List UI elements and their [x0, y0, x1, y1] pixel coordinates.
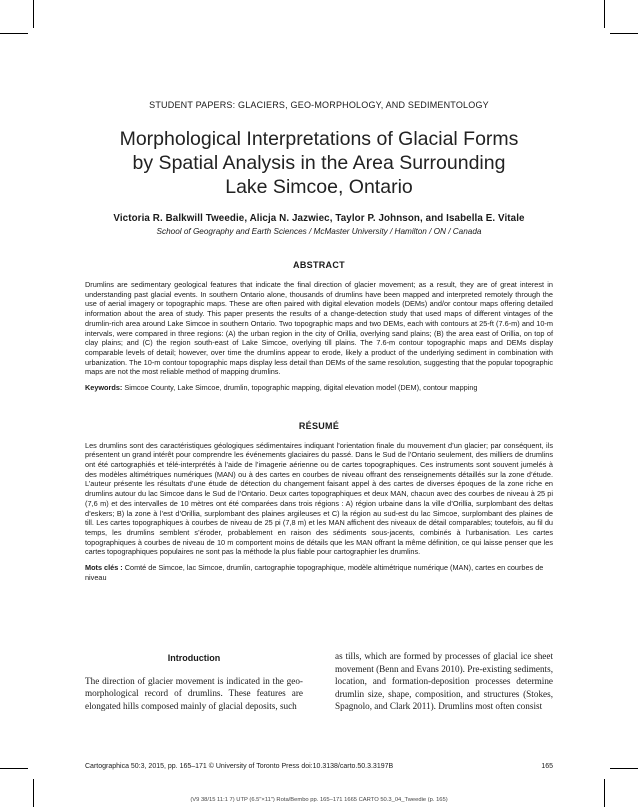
title-line: Morphological Interpretations of Glacial Forms: [119, 128, 519, 150]
crop-mark: [33, 0, 34, 28]
introduction-heading: Introduction: [167, 653, 221, 663]
body-columns: [85, 650, 553, 713]
resume-text: Les drumlins sont des caractéristiques géologiques sédimentaires indiquant l’orientation finale du mouvement d’un glacier; par conséquent, ils présentent un grand intérêt pour comprendre les événements glaciaires du passé. Dans le Sud de l’Ontario seulement, des milliers de drumlins ont été cartographiés et télé-interprétés à l’aide de l’imagerie aérienne ou de cartes topographiques. Ces instruments sont souvent jumelés à des modèles altimétriques numériques (MAN) ou à des cartes en courbes de niveau offrant des renseignements détaillés sur la zone d’étude. L’auteur présente les résultats d’une étude de détection du changement faisant appel à des cartes de diverses époques de la zone riche en drumlins autour du lac Simcoe dans le Sud de l’Ontario. Deux cartes topographiques et deux MAN, chacun avec des courbes de niveau à 25 pi (7,6 m) et des intervalles de 10 mètres ont été comparées dans trois régions : A) région urbaine dans la ville d’Orillia, surplombant des deltas d’eskers; B) la zone à l’est d’Orillia, surplombant des plaines argileuses et C) la région au sud-est du lac Simcoe, surplombant des plaines de till. Les cartes topographiques à courbes de niveau de 25 pi (7,8 m) et les MAN affichent des niveaux de détail comparables; toutefois, au fil du temps, les drumlins semblent s’éroder, probablement en raison des sédiments sous-jacents, combinés à l’urbanisation. Les cartes topographiques à courbes de niveau de 10 m comportent moins de détails que les MAN offrant la même définition, ce qui laisse penser que les cartes topographiques populaires ne sont pas la méthode la plus fiable pour cartographier les drumlins.: [85, 440, 553, 557]
keywords-text: Simcoe County, Lake Simcoe, drumlin, topographic mapping, digital elevation model (DEM), contour mapping: [124, 383, 478, 393]
crop-mark: [610, 768, 638, 769]
crop-mark: [0, 768, 28, 769]
article-front-matter: [85, 95, 553, 582]
citation-line: Cartographica 50:3, 2015, pp. 165–171 © University of Toronto Press doi:10.3138/carto.50.3.3197B: [85, 763, 394, 770]
author-list: Victoria R. Balkwill Tweedie, Alicja N. Jazwiec, Taylor P. Johnson, and Isabella E. Vitale: [113, 213, 525, 224]
abstract-heading: ABSTRACT: [293, 260, 345, 270]
article-title: [95, 127, 543, 199]
author-affiliation: School of Geography and Earth Sciences / McMaster University / Hamilton / ON / Canada: [156, 227, 482, 236]
resume-heading: RÉSUMÉ: [298, 420, 340, 431]
right-column: [335, 650, 553, 713]
crop-mark: [0, 33, 28, 34]
printer-slug-line: (V9 38/15 11:1 7) UTP (6.5"×11") Rota/Bembo pp. 165–171 1665 CARTO 50.3_04_Tweedie (p. 165): [190, 797, 448, 803]
title-line: Lake Simcoe, Ontario: [225, 176, 413, 198]
abstract-keywords: [85, 383, 553, 393]
introduction-right-text: as tills, which are formed by processes of glacial ice sheet movement (Benn and Evans 2010). Pre-existing sediments, location, and formation-deposition processes determine drumlin size, shape, composition, and structures (Stokes, Spagnolo, and Clark 2011). Drumlins most often consist: [335, 651, 553, 712]
title-line: by Spatial Analysis in the Area Surrounding: [132, 152, 506, 174]
left-column: [85, 650, 303, 713]
crop-mark: [610, 33, 638, 34]
page-footer: [85, 763, 553, 770]
page-number: 165: [541, 763, 553, 770]
introduction-left-text: The direction of glacier movement is indicated in the geo-morphological record of drumlins. These features are elongated hills composed mainly of glacial deposits, such: [85, 675, 303, 711]
abstract-text: Drumlins are sedimentary geological features that indicate the final direction of glacier movement; as a result, they are of great interest in understanding past glacial events. In southern Ontario alone, thousands of drumlins have been mapped and interpreted remotely through the use of aerial imagery or topographic maps. These are often paired with digital elevation models (DEMs) and/or contour maps offering detailed information about the area of study. This paper presents the results of a change-detection study that used maps of different vintages of the drumlin-rich area around Lake Simcoe in southern Ontario. Two topographic maps and two DEMs, each with contours at 25-ft (7.6-m) and 10-m intervals, were compared in three regions: (A) the urban region in the city of Orillia, overlying sand plains; (B) the area east of Orillia, on top of clay plains; and (C) the region south-east of Lake Simcoe, overlying till plains. The 7.6-m contour topographic maps and DEMs display comparable levels of detail; however, over time the drumlins appear to erode, likely a product of the underlying sediment in combination with urbanization. The 10-m contour topographic maps display less detail than DEMs of the same resolution, suggesting that the popular topographic maps are not the most reliable method of mapping drumlins.: [85, 280, 553, 377]
resume-keywords: [85, 563, 553, 582]
mots-cles-label: Mots clés :: [85, 563, 123, 573]
section-heading: STUDENT PAPERS: GLACIERS, GEO-MORPHOLOGY, AND SEDIMENTOLOGY: [149, 100, 489, 110]
crop-mark: [604, 0, 605, 28]
keywords-label: Keywords:: [85, 383, 123, 393]
mots-cles-text: Comté de Simcoe, lac Simcoe, drumlin, cartographie topographique, modèle altimétrique numérique (MAN), cartes en courbes de niveau: [85, 563, 544, 582]
